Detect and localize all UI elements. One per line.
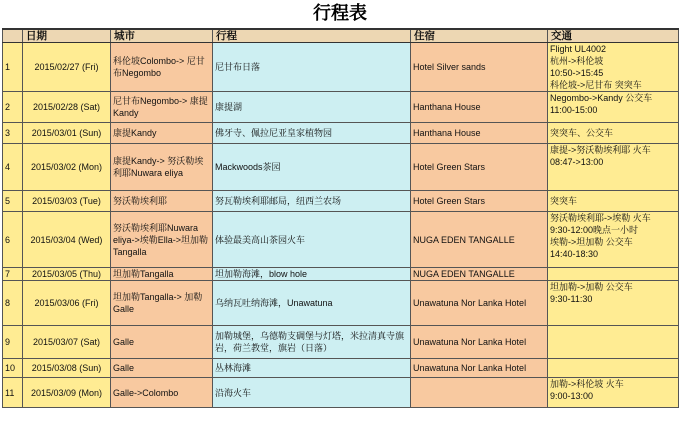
row-hotel: Hanthana House [411,123,548,144]
row-plan: 佛牙寺、佩拉尼亚皇家植物园 [213,123,411,144]
transport-line: 9:30-12:00晚点一小时 [550,225,639,235]
row-hotel: NUGA EDEN TANGALLE [411,212,548,268]
row-transport [548,212,679,268]
row-date: 2015/03/07 (Sat) [23,326,111,359]
row-date: 2015/03/06 (Fri) [23,281,111,326]
row-date: 2015/03/08 (Sun) [23,359,111,378]
transport-line: 科伦坡->尼甘布 突突车 [550,80,642,90]
table-row [3,359,679,378]
table-row [3,144,679,191]
row-city: 努沃勒埃利耶 [111,191,213,212]
row-hotel: Hanthana House [411,92,548,123]
header-hotel: 住宿 [411,29,548,43]
table-row [3,123,679,144]
row-date: 2015/03/04 (Wed) [23,212,111,268]
row-transport [548,144,679,191]
row-city: 坦加勒Tangalla-> 加勒Galle [111,281,213,326]
transport-line: 杭州->科伦坡 [550,56,604,66]
row-hotel: Hotel Silver sands [411,43,548,92]
row-city: 坦加勒Tangalla [111,268,213,281]
transport-line: 9:00-13:00 [550,391,594,401]
table-row [3,281,679,326]
row-plan: Mackwoods茶园 [213,144,411,191]
transport-line: 突突车 [550,196,578,206]
transport-line: 康提->努沃勒埃利耶 火车 [550,145,651,155]
row-hotel: Unawatuna Nor Lanka Hotel [411,281,548,326]
transport-line: 14:40-18:30 [550,249,599,259]
header-date: 日期 [23,29,111,43]
row-hotel: Hotel Green Stars [411,191,548,212]
row-transport [548,191,679,212]
transport-line: 努沃勒埃利耶->埃勒 火车 [550,213,651,223]
header-city: 城市 [111,29,213,43]
row-hotel: Unawatuna Nor Lanka Hotel [411,326,548,359]
transport-line: 08:47->13:00 [550,157,604,167]
transport-line: 坦加勒->加勒 公交车 [550,282,633,292]
row-date: 2015/03/05 (Thu) [23,268,111,281]
row-city: Galle [111,326,213,359]
row-city: Galle [111,359,213,378]
row-date: 2015/03/01 (Sun) [23,123,111,144]
table-row [3,92,679,123]
transport-line: Negombo->Kandy 公交车 [550,93,653,103]
transport-line: 9:30-11:30 [550,294,593,304]
row-transport [548,123,679,144]
row-hotel: Unawatuna Nor Lanka Hotel [411,359,548,378]
header-row [3,29,679,43]
row-hotel: Hotel Green Stars [411,144,548,191]
row-plan: 尼甘布日落 [213,43,411,92]
page-title: 行程表 [313,3,367,24]
row-transport [548,92,679,123]
row-transport [548,268,679,281]
row-plan: 努瓦勒埃利耶邮局，纽西兰农场 [213,191,411,212]
row-plan: 加勒城堡，乌德勒支碉堡与灯塔，米拉清真寺旗岩，荷兰教堂，旗岩（日落） [213,326,411,359]
row-transport [548,326,679,359]
row-plan: 康提湖 [213,92,411,123]
row-num: 6 [3,212,23,268]
row-num: 3 [3,123,23,144]
row-city: 努沃勒埃利耶Nuwara eliya->埃勒Ella->坦加勒Tangalla [111,212,213,268]
row-num: 2 [3,92,23,123]
header-transport: 交通 [548,29,679,43]
row-plan: 乌纳瓦吐纳海滩，Unawatuna [213,281,411,326]
row-transport [548,281,679,326]
row-num: 1 [3,43,23,92]
row-num: 5 [3,191,23,212]
row-date: 2015/03/03 (Tue) [23,191,111,212]
row-city: 康提Kandy [111,123,213,144]
row-num: 11 [3,378,23,408]
table-row [3,268,679,281]
table-row [3,191,679,212]
row-city: Galle->Colombo [111,378,213,408]
row-num: 8 [3,281,23,326]
row-hotel [411,378,548,408]
row-plan: 坦加勒海滩，blow hole [213,268,411,281]
row-plan: 体验最美高山茶园火车 [213,212,411,268]
header-plan: 行程 [213,29,411,43]
row-transport [548,43,679,92]
row-city: 康提Kandy-> 努沃勒埃利耶Nuwara eliya [111,144,213,191]
row-plan: 沿海火车 [213,378,411,408]
row-date: 2015/02/28 (Sat) [23,92,111,123]
row-hotel: NUGA EDEN TANGALLE [411,268,548,281]
table-row [3,378,679,408]
row-transport [548,359,679,378]
row-num: 7 [3,268,23,281]
table-row [3,326,679,359]
table-row [3,43,679,92]
table-row [3,212,679,268]
row-num: 9 [3,326,23,359]
transport-line: 埃勒->坦加勒 公交车 [550,237,633,247]
row-transport [548,378,679,408]
transport-line: 加勒->科伦坡 火车 [550,379,624,389]
row-date: 2015/03/09 (Mon) [23,378,111,408]
itinerary-table [2,28,679,408]
header-num [3,29,23,43]
row-city: 尼甘布Negombo-> 康提Kandy [111,92,213,123]
row-date: 2015/02/27 (Fri) [23,43,111,92]
transport-line: 10:50->15:45 [550,68,604,78]
row-num: 10 [3,359,23,378]
transport-line: 11:00-15:00 [550,105,598,115]
row-date: 2015/03/02 (Mon) [23,144,111,191]
row-city: 科伦坡Colombo-> 尼甘布Negombo [111,43,213,92]
row-plan: 丛林海滩 [213,359,411,378]
row-num: 4 [3,144,23,191]
transport-line: 突突车、公交车 [550,128,614,138]
transport-line: Flight UL4002 [550,44,607,54]
